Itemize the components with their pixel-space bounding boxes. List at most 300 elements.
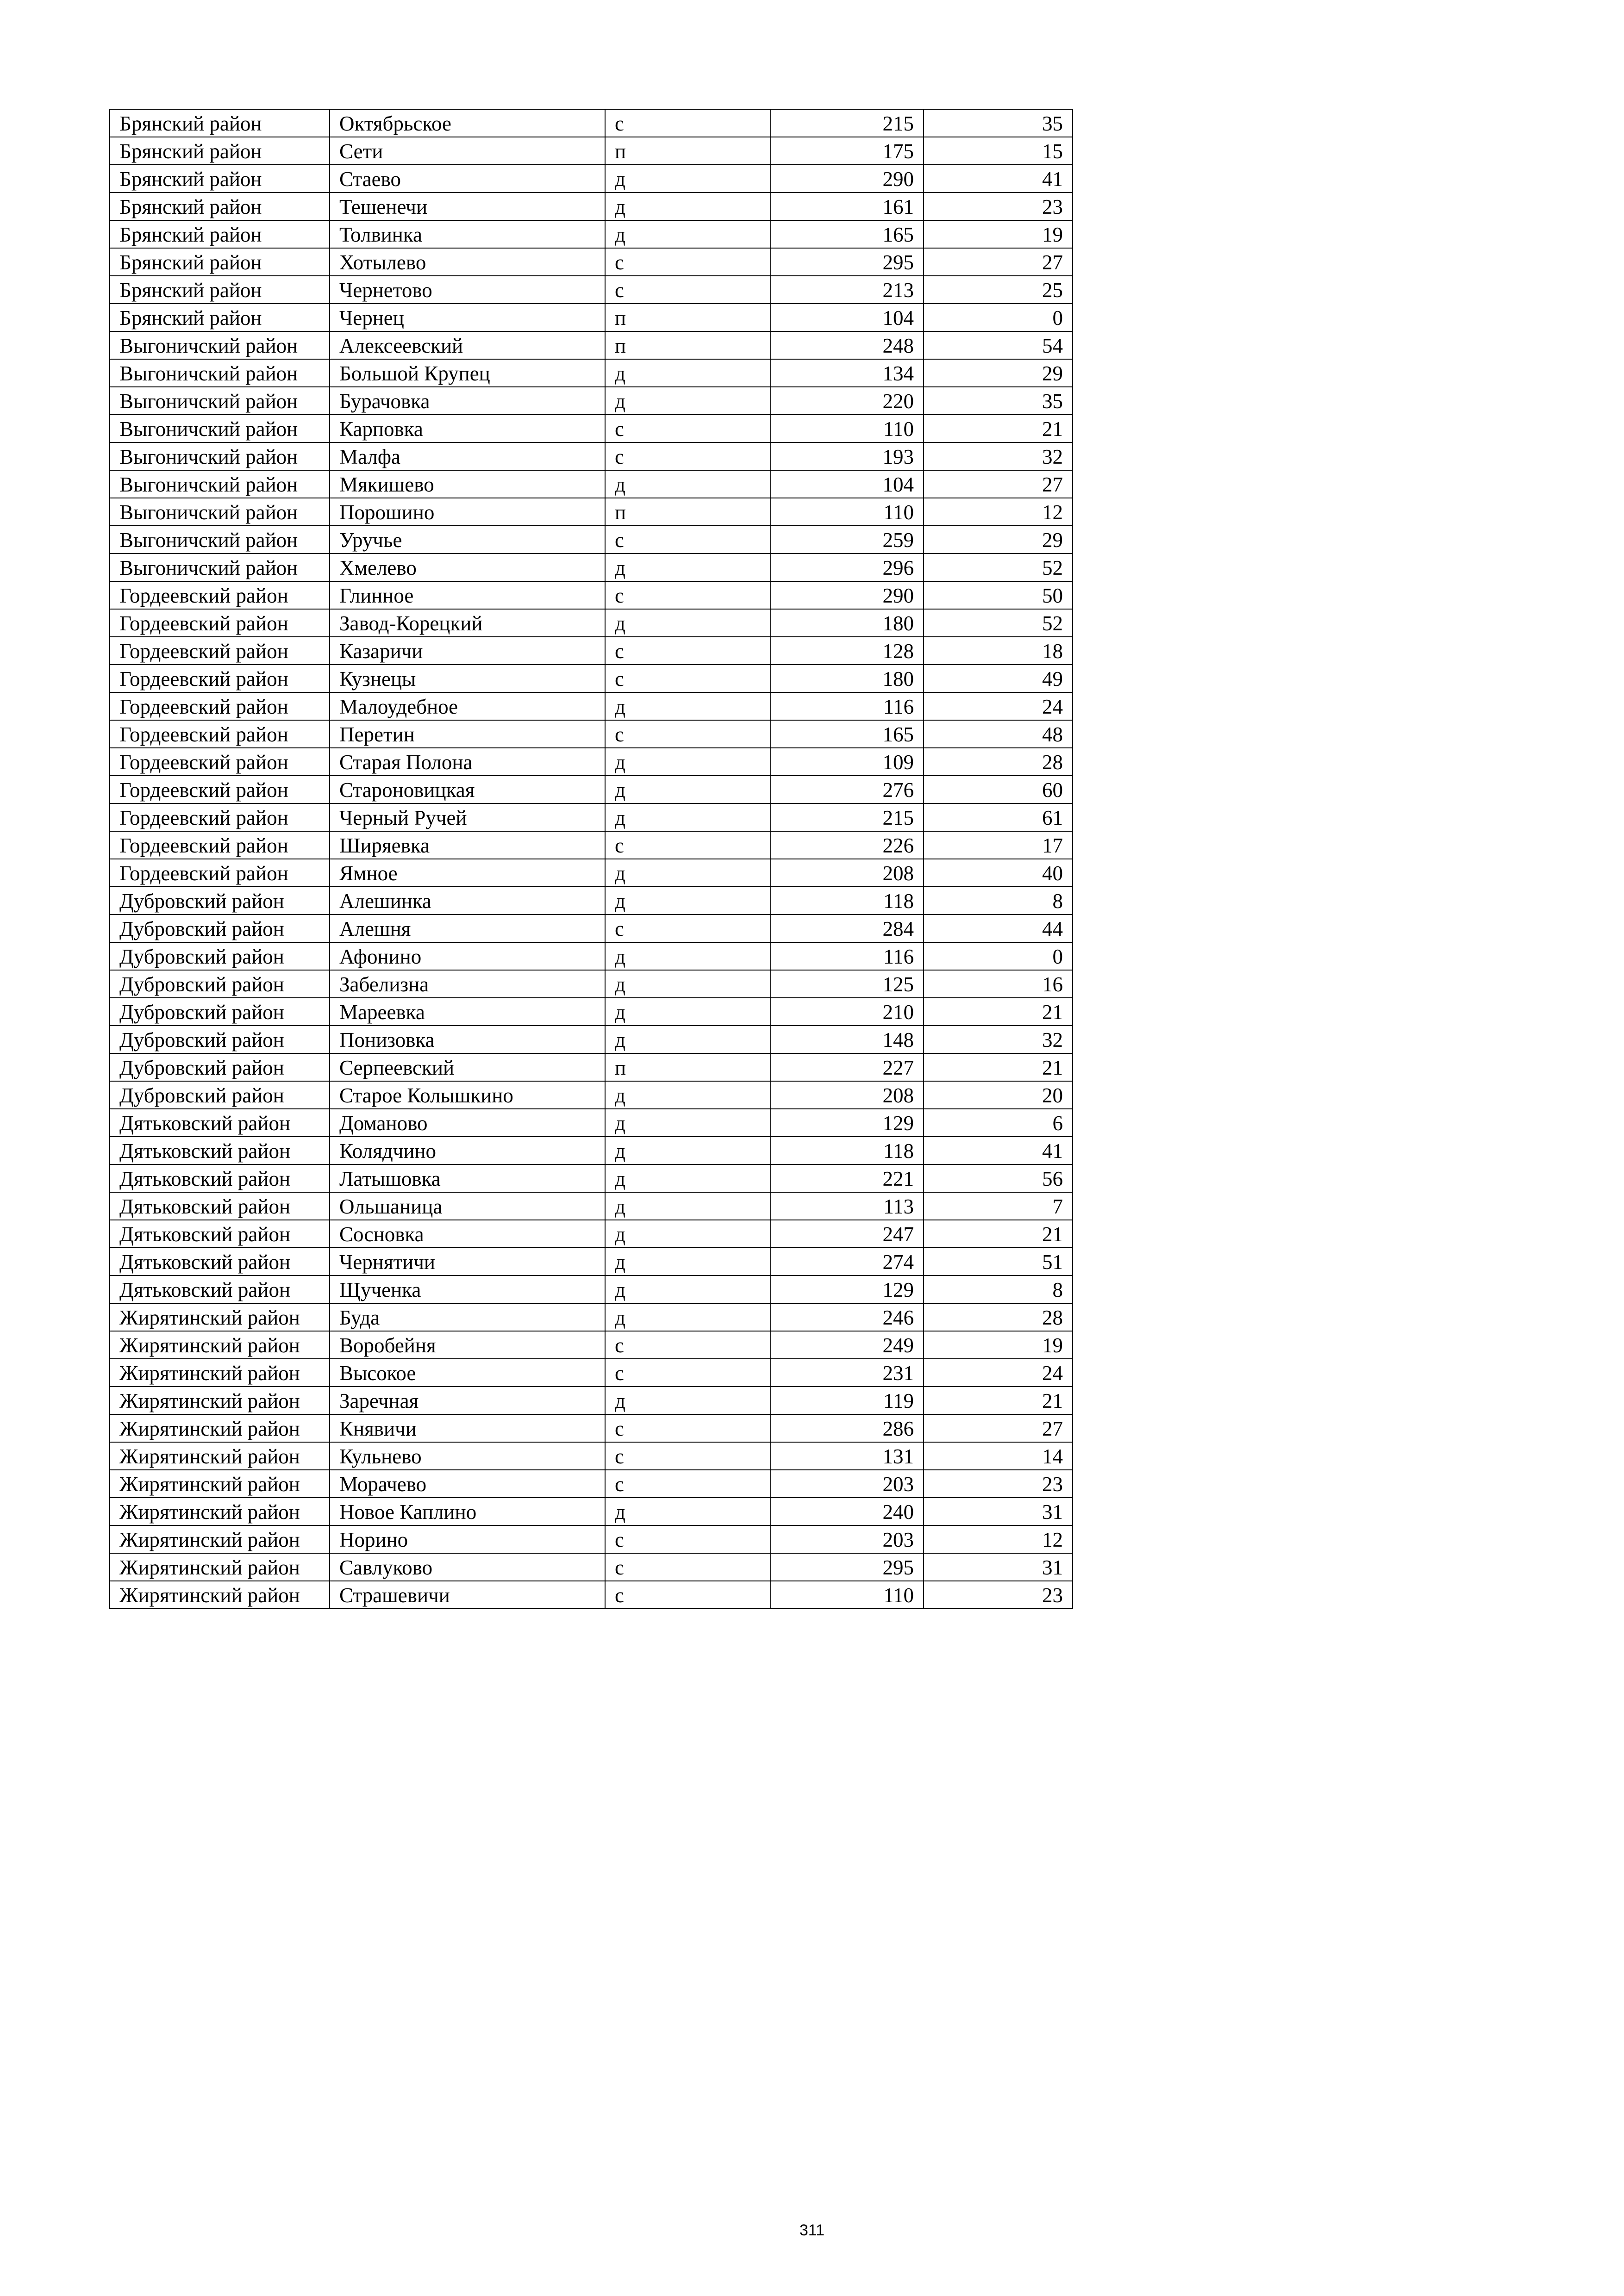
table-row xyxy=(110,137,1073,165)
type-cell: д xyxy=(605,1137,771,1164)
count-cell: 16 xyxy=(924,970,1073,998)
value-cell: 290 xyxy=(771,581,924,609)
type-cell: д xyxy=(605,1248,771,1276)
table-row xyxy=(110,748,1073,776)
settlement-cell: Алексеевский xyxy=(330,331,605,359)
type-cell: с xyxy=(605,665,771,692)
settlement-cell: Бурачовка xyxy=(330,387,605,415)
type-cell: д xyxy=(605,387,771,415)
count-cell: 52 xyxy=(924,554,1073,581)
district-cell: Дятьковский район xyxy=(110,1137,330,1164)
table-row xyxy=(110,720,1073,748)
table-row xyxy=(110,220,1073,248)
district-cell: Брянский район xyxy=(110,276,330,304)
district-cell: Дятьковский район xyxy=(110,1164,330,1192)
count-cell: 21 xyxy=(924,998,1073,1026)
table-row xyxy=(110,970,1073,998)
settlement-cell: Высокое xyxy=(330,1359,605,1387)
value-cell: 227 xyxy=(771,1053,924,1081)
table-row xyxy=(110,581,1073,609)
value-cell: 215 xyxy=(771,803,924,831)
value-cell: 203 xyxy=(771,1470,924,1498)
table-row xyxy=(110,165,1073,193)
value-cell: 248 xyxy=(771,331,924,359)
table-row xyxy=(110,803,1073,831)
count-cell: 24 xyxy=(924,692,1073,720)
settlement-cell: Заречная xyxy=(330,1387,605,1414)
value-cell: 295 xyxy=(771,1553,924,1581)
value-cell: 259 xyxy=(771,526,924,554)
settlement-cell: Морачево xyxy=(330,1470,605,1498)
type-cell: д xyxy=(605,220,771,248)
value-cell: 246 xyxy=(771,1303,924,1331)
district-cell: Брянский район xyxy=(110,137,330,165)
district-cell: Выгоничский район xyxy=(110,442,330,470)
type-cell: п xyxy=(605,331,771,359)
settlement-cell: Страшевичи xyxy=(330,1581,605,1609)
table-row xyxy=(110,1164,1073,1192)
value-cell: 220 xyxy=(771,387,924,415)
table-row xyxy=(110,776,1073,803)
value-cell: 148 xyxy=(771,1026,924,1053)
type-cell: д xyxy=(605,776,771,803)
district-cell: Гордеевский район xyxy=(110,748,330,776)
value-cell: 104 xyxy=(771,470,924,498)
count-cell: 60 xyxy=(924,776,1073,803)
table-row xyxy=(110,1081,1073,1109)
value-cell: 208 xyxy=(771,859,924,887)
settlement-cell: Толвинка xyxy=(330,220,605,248)
district-cell: Дятьковский район xyxy=(110,1192,330,1220)
type-cell: д xyxy=(605,165,771,193)
type-cell: с xyxy=(605,1525,771,1553)
count-cell: 35 xyxy=(924,387,1073,415)
count-cell: 15 xyxy=(924,137,1073,165)
type-cell: д xyxy=(605,1303,771,1331)
count-cell: 21 xyxy=(924,415,1073,442)
district-cell: Гордеевский район xyxy=(110,665,330,692)
count-cell: 31 xyxy=(924,1553,1073,1581)
count-cell: 6 xyxy=(924,1109,1073,1137)
type-cell: д xyxy=(605,748,771,776)
district-cell: Дубровский район xyxy=(110,998,330,1026)
value-cell: 104 xyxy=(771,304,924,331)
type-cell: д xyxy=(605,1220,771,1248)
table-row xyxy=(110,1276,1073,1303)
value-cell: 116 xyxy=(771,942,924,970)
type-cell: с xyxy=(605,915,771,942)
settlement-cell: Новое Каплино xyxy=(330,1498,605,1525)
count-cell: 51 xyxy=(924,1248,1073,1276)
district-cell: Выгоничский район xyxy=(110,331,330,359)
district-cell: Гордеевский район xyxy=(110,803,330,831)
value-cell: 110 xyxy=(771,415,924,442)
count-cell: 24 xyxy=(924,1359,1073,1387)
value-cell: 274 xyxy=(771,1248,924,1276)
settlements-table xyxy=(109,109,1073,1609)
district-cell: Жирятинский район xyxy=(110,1331,330,1359)
count-cell: 50 xyxy=(924,581,1073,609)
settlement-cell: Княвичи xyxy=(330,1414,605,1442)
district-cell: Дубровский район xyxy=(110,942,330,970)
table-row xyxy=(110,859,1073,887)
count-cell: 23 xyxy=(924,1470,1073,1498)
table-row xyxy=(110,554,1073,581)
type-cell: д xyxy=(605,942,771,970)
value-cell: 119 xyxy=(771,1387,924,1414)
count-cell: 7 xyxy=(924,1192,1073,1220)
value-cell: 249 xyxy=(771,1331,924,1359)
settlement-cell: Завод-Корецкий xyxy=(330,609,605,637)
settlement-cell: Малфа xyxy=(330,442,605,470)
value-cell: 110 xyxy=(771,498,924,526)
district-cell: Дубровский район xyxy=(110,970,330,998)
settlement-cell: Латышовка xyxy=(330,1164,605,1192)
district-cell: Гордеевский район xyxy=(110,859,330,887)
table-row xyxy=(110,665,1073,692)
count-cell: 27 xyxy=(924,470,1073,498)
type-cell: д xyxy=(605,859,771,887)
table-row xyxy=(110,109,1073,137)
type-cell: д xyxy=(605,1026,771,1053)
district-cell: Брянский район xyxy=(110,220,330,248)
table-row xyxy=(110,387,1073,415)
value-cell: 203 xyxy=(771,1525,924,1553)
type-cell: д xyxy=(605,193,771,220)
settlement-cell: Ольшаница xyxy=(330,1192,605,1220)
type-cell: с xyxy=(605,1581,771,1609)
value-cell: 231 xyxy=(771,1359,924,1387)
district-cell: Выгоничский район xyxy=(110,359,330,387)
table-row xyxy=(110,248,1073,276)
settlement-cell: Буда xyxy=(330,1303,605,1331)
table-row xyxy=(110,1109,1073,1137)
table-row xyxy=(110,1026,1073,1053)
settlement-cell: Чернетово xyxy=(330,276,605,304)
value-cell: 247 xyxy=(771,1220,924,1248)
settlement-cell: Алешня xyxy=(330,915,605,942)
settlement-cell: Старая Полона xyxy=(330,748,605,776)
value-cell: 118 xyxy=(771,887,924,915)
table-row xyxy=(110,276,1073,304)
type-cell: д xyxy=(605,1276,771,1303)
district-cell: Гордеевский район xyxy=(110,692,330,720)
count-cell: 12 xyxy=(924,498,1073,526)
settlement-cell: Серпеевский xyxy=(330,1053,605,1081)
value-cell: 226 xyxy=(771,831,924,859)
value-cell: 118 xyxy=(771,1137,924,1164)
type-cell: д xyxy=(605,1081,771,1109)
value-cell: 180 xyxy=(771,609,924,637)
count-cell: 12 xyxy=(924,1525,1073,1553)
type-cell: с xyxy=(605,1414,771,1442)
table-row xyxy=(110,887,1073,915)
value-cell: 210 xyxy=(771,998,924,1026)
count-cell: 21 xyxy=(924,1053,1073,1081)
value-cell: 129 xyxy=(771,1109,924,1137)
district-cell: Гордеевский район xyxy=(110,637,330,665)
settlement-cell: Алешинка xyxy=(330,887,605,915)
district-cell: Выгоничский район xyxy=(110,526,330,554)
table-row xyxy=(110,1581,1073,1609)
district-cell: Гордеевский район xyxy=(110,831,330,859)
type-cell: с xyxy=(605,1553,771,1581)
settlement-cell: Малоудебное xyxy=(330,692,605,720)
district-cell: Дубровский район xyxy=(110,1026,330,1053)
type-cell: с xyxy=(605,1331,771,1359)
value-cell: 295 xyxy=(771,248,924,276)
settlement-cell: Колядчино xyxy=(330,1137,605,1164)
count-cell: 27 xyxy=(924,1414,1073,1442)
value-cell: 116 xyxy=(771,692,924,720)
table-row xyxy=(110,193,1073,220)
settlement-cell: Черный Ручей xyxy=(330,803,605,831)
district-cell: Дятьковский район xyxy=(110,1220,330,1248)
settlement-cell: Казаричи xyxy=(330,637,605,665)
count-cell: 25 xyxy=(924,276,1073,304)
type-cell: п xyxy=(605,304,771,331)
table-row xyxy=(110,998,1073,1026)
count-cell: 44 xyxy=(924,915,1073,942)
count-cell: 18 xyxy=(924,637,1073,665)
count-cell: 31 xyxy=(924,1498,1073,1525)
count-cell: 61 xyxy=(924,803,1073,831)
count-cell: 0 xyxy=(924,304,1073,331)
settlement-cell: Щученка xyxy=(330,1276,605,1303)
table-row xyxy=(110,692,1073,720)
count-cell: 54 xyxy=(924,331,1073,359)
table-row xyxy=(110,498,1073,526)
district-cell: Жирятинский район xyxy=(110,1470,330,1498)
settlement-cell: Порошино xyxy=(330,498,605,526)
type-cell: с xyxy=(605,581,771,609)
type-cell: д xyxy=(605,1192,771,1220)
settlement-cell: Ямное xyxy=(330,859,605,887)
settlement-cell: Чернец xyxy=(330,304,605,331)
district-cell: Брянский район xyxy=(110,193,330,220)
settlement-cell: Сосновка xyxy=(330,1220,605,1248)
table-row xyxy=(110,415,1073,442)
type-cell: д xyxy=(605,1387,771,1414)
settlement-cell: Старое Колышкино xyxy=(330,1081,605,1109)
settlement-cell: Доманово xyxy=(330,1109,605,1137)
table-row xyxy=(110,609,1073,637)
count-cell: 32 xyxy=(924,1026,1073,1053)
value-cell: 290 xyxy=(771,165,924,193)
table-row xyxy=(110,442,1073,470)
value-cell: 109 xyxy=(771,748,924,776)
value-cell: 276 xyxy=(771,776,924,803)
table-row xyxy=(110,1525,1073,1553)
district-cell: Брянский район xyxy=(110,109,330,137)
type-cell: с xyxy=(605,109,771,137)
type-cell: с xyxy=(605,1359,771,1387)
settlement-cell: Хотылево xyxy=(330,248,605,276)
district-cell: Выгоничский район xyxy=(110,415,330,442)
count-cell: 28 xyxy=(924,748,1073,776)
table-row xyxy=(110,526,1073,554)
district-cell: Жирятинский район xyxy=(110,1442,330,1470)
value-cell: 193 xyxy=(771,442,924,470)
value-cell: 221 xyxy=(771,1164,924,1192)
district-cell: Жирятинский район xyxy=(110,1359,330,1387)
district-cell: Жирятинский район xyxy=(110,1553,330,1581)
district-cell: Выгоничский район xyxy=(110,498,330,526)
district-cell: Гордеевский район xyxy=(110,609,330,637)
settlement-cell: Староновицкая xyxy=(330,776,605,803)
value-cell: 165 xyxy=(771,720,924,748)
value-cell: 175 xyxy=(771,137,924,165)
value-cell: 286 xyxy=(771,1414,924,1442)
settlement-cell: Сети xyxy=(330,137,605,165)
table-row xyxy=(110,331,1073,359)
count-cell: 21 xyxy=(924,1220,1073,1248)
settlement-cell: Карповка xyxy=(330,415,605,442)
count-cell: 0 xyxy=(924,942,1073,970)
settlement-cell: Уручье xyxy=(330,526,605,554)
type-cell: с xyxy=(605,248,771,276)
type-cell: с xyxy=(605,1470,771,1498)
value-cell: 129 xyxy=(771,1276,924,1303)
district-cell: Гордеевский район xyxy=(110,776,330,803)
value-cell: 284 xyxy=(771,915,924,942)
count-cell: 23 xyxy=(924,1581,1073,1609)
table-row xyxy=(110,1331,1073,1359)
count-cell: 40 xyxy=(924,859,1073,887)
district-cell: Жирятинский район xyxy=(110,1498,330,1525)
settlement-cell: Ширяевка xyxy=(330,831,605,859)
value-cell: 110 xyxy=(771,1581,924,1609)
table-row xyxy=(110,1220,1073,1248)
count-cell: 32 xyxy=(924,442,1073,470)
table-row xyxy=(110,1387,1073,1414)
type-cell: д xyxy=(605,470,771,498)
value-cell: 240 xyxy=(771,1498,924,1525)
table-row xyxy=(110,1553,1073,1581)
type-cell: с xyxy=(605,831,771,859)
type-cell: с xyxy=(605,720,771,748)
count-cell: 19 xyxy=(924,1331,1073,1359)
type-cell: с xyxy=(605,526,771,554)
type-cell: с xyxy=(605,1442,771,1470)
type-cell: д xyxy=(605,803,771,831)
type-cell: д xyxy=(605,970,771,998)
type-cell: д xyxy=(605,887,771,915)
count-cell: 14 xyxy=(924,1442,1073,1470)
district-cell: Дятьковский район xyxy=(110,1276,330,1303)
type-cell: д xyxy=(605,1109,771,1137)
value-cell: 180 xyxy=(771,665,924,692)
table-row xyxy=(110,1470,1073,1498)
settlement-cell: Мякишево xyxy=(330,470,605,498)
table-row xyxy=(110,1303,1073,1331)
page-number: 311 xyxy=(799,2221,825,2239)
settlement-cell: Перетин xyxy=(330,720,605,748)
count-cell: 19 xyxy=(924,220,1073,248)
value-cell: 165 xyxy=(771,220,924,248)
settlement-cell: Мареевка xyxy=(330,998,605,1026)
settlement-cell: Забелизна xyxy=(330,970,605,998)
district-cell: Гордеевский район xyxy=(110,581,330,609)
count-cell: 52 xyxy=(924,609,1073,637)
table-row xyxy=(110,942,1073,970)
count-cell: 23 xyxy=(924,193,1073,220)
value-cell: 131 xyxy=(771,1442,924,1470)
settlement-cell: Глинное xyxy=(330,581,605,609)
count-cell: 27 xyxy=(924,248,1073,276)
table-row xyxy=(110,831,1073,859)
type-cell: с xyxy=(605,442,771,470)
district-cell: Дятьковский район xyxy=(110,1109,330,1137)
district-cell: Жирятинский район xyxy=(110,1387,330,1414)
count-cell: 49 xyxy=(924,665,1073,692)
settlement-cell: Савлуково xyxy=(330,1553,605,1581)
count-cell: 56 xyxy=(924,1164,1073,1192)
table-row xyxy=(110,1248,1073,1276)
district-cell: Выгоничский район xyxy=(110,387,330,415)
district-cell: Брянский район xyxy=(110,248,330,276)
type-cell: с xyxy=(605,415,771,442)
table-row xyxy=(110,1498,1073,1525)
count-cell: 29 xyxy=(924,526,1073,554)
type-cell: д xyxy=(605,554,771,581)
settlement-cell: Афонино xyxy=(330,942,605,970)
type-cell: п xyxy=(605,137,771,165)
value-cell: 125 xyxy=(771,970,924,998)
district-cell: Жирятинский район xyxy=(110,1525,330,1553)
settlement-cell: Кульнево xyxy=(330,1442,605,1470)
type-cell: п xyxy=(605,1053,771,1081)
district-cell: Брянский район xyxy=(110,304,330,331)
value-cell: 134 xyxy=(771,359,924,387)
type-cell: д xyxy=(605,1498,771,1525)
settlement-cell: Стаево xyxy=(330,165,605,193)
count-cell: 20 xyxy=(924,1081,1073,1109)
district-cell: Жирятинский район xyxy=(110,1581,330,1609)
count-cell: 8 xyxy=(924,887,1073,915)
settlement-cell: Чернятичи xyxy=(330,1248,605,1276)
settlement-cell: Хмелево xyxy=(330,554,605,581)
settlement-cell: Большой Крупец xyxy=(330,359,605,387)
count-cell: 29 xyxy=(924,359,1073,387)
type-cell: д xyxy=(605,998,771,1026)
table-row xyxy=(110,1414,1073,1442)
type-cell: д xyxy=(605,692,771,720)
value-cell: 215 xyxy=(771,109,924,137)
type-cell: с xyxy=(605,276,771,304)
district-cell: Дубровский район xyxy=(110,915,330,942)
settlement-cell: Понизовка xyxy=(330,1026,605,1053)
table-row xyxy=(110,304,1073,331)
count-cell: 35 xyxy=(924,109,1073,137)
type-cell: д xyxy=(605,359,771,387)
settlement-cell: Тешенечи xyxy=(330,193,605,220)
count-cell: 41 xyxy=(924,1137,1073,1164)
table-row xyxy=(110,915,1073,942)
settlement-cell: Октябрьское xyxy=(330,109,605,137)
table-row xyxy=(110,1442,1073,1470)
district-cell: Дубровский район xyxy=(110,1053,330,1081)
district-cell: Дубровский район xyxy=(110,1081,330,1109)
district-cell: Дятьковский район xyxy=(110,1248,330,1276)
settlement-cell: Воробейня xyxy=(330,1331,605,1359)
district-cell: Жирятинский район xyxy=(110,1303,330,1331)
count-cell: 8 xyxy=(924,1276,1073,1303)
value-cell: 128 xyxy=(771,637,924,665)
count-cell: 28 xyxy=(924,1303,1073,1331)
table-row xyxy=(110,1137,1073,1164)
district-cell: Выгоничский район xyxy=(110,554,330,581)
